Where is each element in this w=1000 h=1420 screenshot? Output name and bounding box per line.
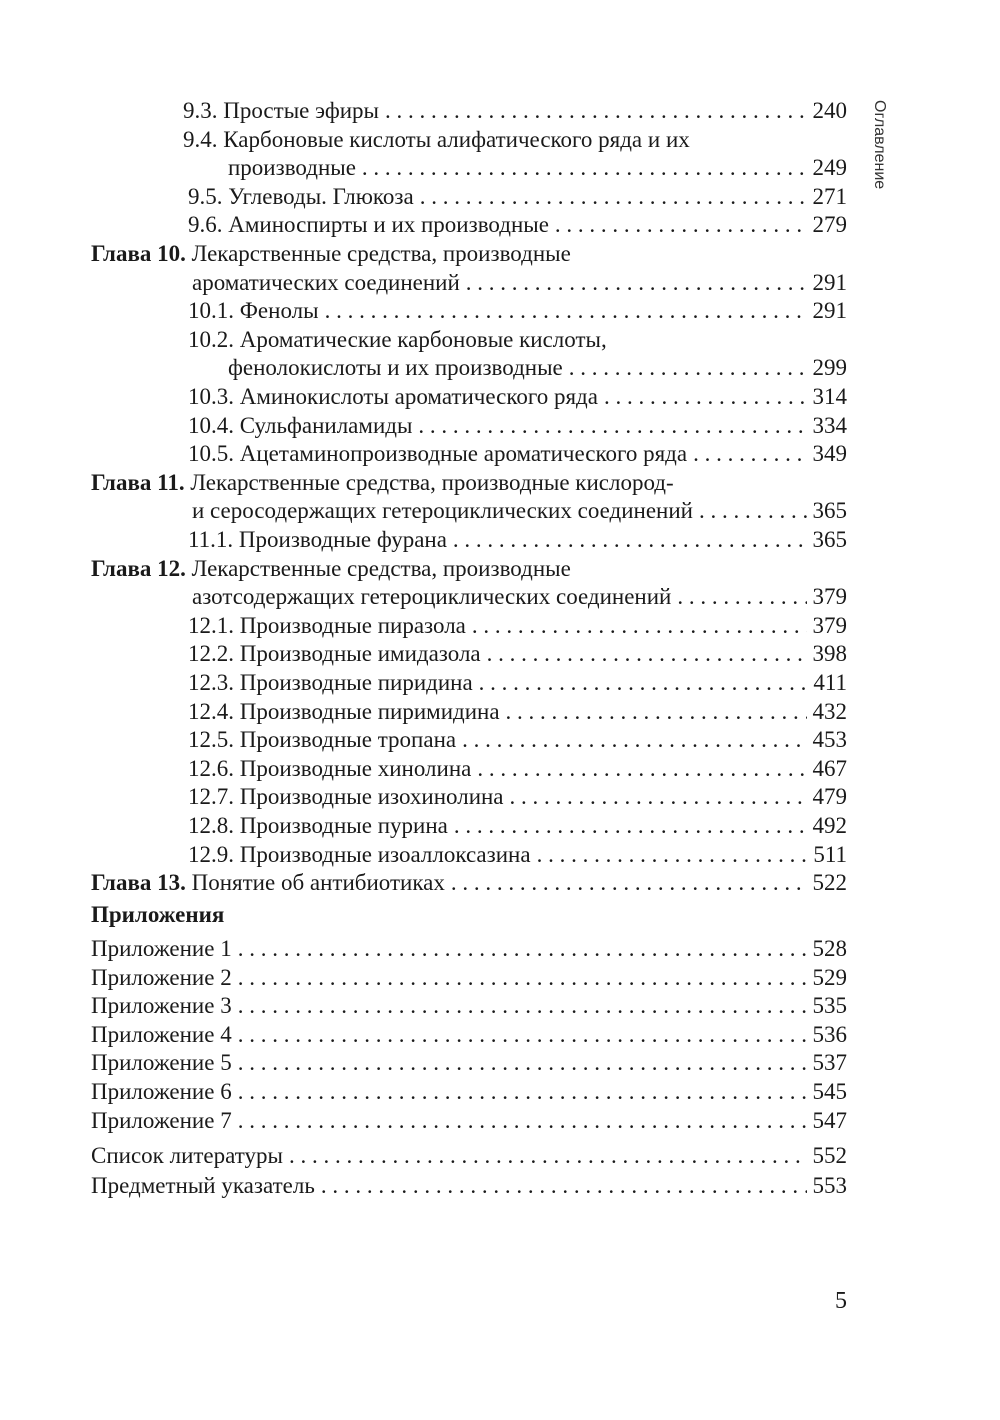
dot-leader (453, 527, 807, 553)
toc-entry[interactable] (91, 1108, 847, 1136)
entry-page: 334 (812, 412, 847, 438)
dot-leader (420, 184, 807, 210)
entry-page: 547 (812, 1107, 847, 1133)
entry-title (91, 993, 232, 1019)
entry-title (91, 965, 232, 991)
entry-text: 10.1. Фенолы (188, 298, 319, 324)
entry-text: Приложение 6 (91, 1079, 232, 1104)
entry-text: и серосодержащих гетероциклических соединений (192, 498, 693, 524)
entry-page: 479 (812, 784, 847, 810)
entry-text: Лекарственные средства, производные (191, 555, 571, 581)
toc-entry[interactable] (91, 936, 847, 964)
entry-title (192, 584, 671, 610)
entry-page: 545 (812, 1079, 847, 1104)
entry-page: 349 (812, 441, 847, 467)
entry-text: Предметный указатель (91, 1173, 315, 1198)
entry-title (188, 842, 531, 868)
toc-entry[interactable] (91, 1173, 847, 1201)
entry-title (188, 756, 471, 782)
entry-page: 522 (812, 870, 847, 896)
dot-leader (321, 1173, 807, 1199)
dot-leader (569, 355, 807, 381)
chapter-label: Глава 10. (91, 241, 186, 266)
dot-leader (462, 727, 806, 753)
toc-entry[interactable] (91, 1050, 847, 1078)
dot-leader (238, 1050, 807, 1076)
toc-entry[interactable] (188, 699, 847, 727)
entry-text: 12.5. Производные тропана (188, 727, 457, 753)
entry-title (188, 527, 447, 553)
entry-title (91, 470, 674, 496)
entry-text: 9.4. Карбоновые кислоты алифатического ряда и их (183, 126, 690, 152)
entry-title (91, 1108, 232, 1134)
entry-text: Приложение 7 (91, 1107, 232, 1133)
entry-page: 240 (812, 98, 847, 123)
dot-leader (238, 1079, 807, 1105)
entry-text: Лекарственные средства, производные (191, 241, 571, 266)
appendix-heading: Приложения (91, 902, 225, 927)
toc-entry[interactable] (91, 241, 847, 269)
entry-page: 553 (812, 1173, 847, 1198)
dot-leader (451, 870, 807, 896)
toc-entry[interactable] (91, 965, 847, 993)
entry-title (188, 212, 549, 238)
toc-entry[interactable] (91, 1079, 847, 1107)
entry-title (188, 670, 473, 696)
chapter-label: Глава 13. (91, 870, 186, 896)
entry-page: 379 (812, 584, 847, 610)
entry-text: 12.2. Производные имидазола (188, 641, 481, 667)
dot-leader (238, 1108, 807, 1134)
toc-entry[interactable] (91, 870, 847, 898)
dot-leader (466, 270, 807, 296)
toc-entry[interactable] (91, 470, 847, 498)
entry-title (91, 870, 445, 896)
entry-text: 9.3. Простые эфиры (183, 98, 380, 123)
entry-title (91, 1022, 232, 1048)
dot-leader (238, 965, 807, 991)
toc-entry[interactable] (91, 993, 847, 1021)
toc-entry[interactable] (228, 355, 847, 383)
chapter-label: Глава 12. (91, 555, 186, 581)
entry-page: 432 (812, 698, 847, 724)
entry-page: 411 (813, 670, 847, 695)
toc-entry[interactable] (183, 98, 847, 126)
entry-page: 299 (812, 355, 847, 381)
dot-leader (506, 699, 807, 725)
dot-leader (477, 756, 806, 782)
entry-title (228, 155, 356, 181)
entry-title (91, 556, 571, 582)
entry-page: 291 (812, 298, 847, 324)
entry-text: Понятие об антибиотиках (191, 870, 445, 896)
dot-leader (289, 1143, 807, 1169)
entry-title (188, 413, 412, 439)
entry-page: 467 (812, 755, 847, 781)
entry-page: 511 (813, 841, 847, 867)
entry-title (188, 441, 687, 467)
entry-title (188, 727, 456, 753)
entry-page: 552 (812, 1143, 847, 1168)
dot-leader (487, 641, 807, 667)
toc-entry[interactable] (91, 1143, 847, 1171)
entry-title (188, 813, 448, 839)
entry-text: Лекарственные средства, производные кислород- (190, 469, 674, 495)
page-number: 5 (835, 1288, 847, 1314)
entry-page: 453 (812, 727, 847, 753)
toc-entry[interactable] (192, 270, 847, 298)
entry-page: 492 (812, 813, 847, 838)
toc-entry[interactable] (188, 784, 847, 812)
toc-entry[interactable] (183, 127, 847, 155)
entry-text: 9.5. Углеводы. Глюкоза (188, 183, 414, 209)
entry-page: 398 (812, 641, 847, 667)
dot-leader (699, 498, 807, 524)
entry-text: 12.8. Производные пурина (188, 813, 448, 838)
entry-page: 536 (812, 1021, 847, 1047)
toc-entry[interactable] (188, 613, 847, 641)
entry-title (188, 184, 414, 210)
toc-entry[interactable] (188, 527, 847, 555)
entry-title (188, 298, 319, 324)
dot-leader (238, 1022, 807, 1048)
entry-text: Приложение 4 (91, 1021, 232, 1047)
entry-text: Приложение 3 (91, 993, 232, 1019)
entry-page: 379 (812, 612, 847, 638)
toc-entry[interactable] (192, 498, 847, 526)
entry-title (188, 699, 500, 725)
entry-text: фенолокислоты и их производные (228, 355, 563, 381)
chapter-label: Глава 11. (91, 469, 185, 495)
toc-entry[interactable] (188, 184, 847, 212)
entry-title (188, 613, 466, 639)
entry-title (188, 784, 504, 810)
entry-title (91, 1173, 315, 1199)
entry-title (91, 241, 571, 267)
toc-entry[interactable] (188, 212, 847, 240)
toc-entry[interactable] (91, 1022, 847, 1050)
toc-entry[interactable] (188, 842, 847, 870)
entry-text: 12.1. Производные пиразола (188, 612, 466, 638)
dot-leader (325, 298, 807, 324)
toc-entry[interactable] (188, 298, 847, 326)
entry-page: 291 (812, 269, 847, 295)
toc-entry[interactable] (188, 670, 847, 698)
entry-title (91, 1143, 283, 1169)
entry-page: 529 (812, 964, 847, 990)
entry-title (91, 1050, 232, 1076)
entry-text: 12.4. Производные пиримидина (188, 698, 500, 724)
entry-text: 10.5. Ацетаминопроизводные ароматического ряда (188, 441, 688, 467)
dot-leader (454, 813, 807, 839)
entry-text: ароматических соединений (192, 269, 460, 295)
entry-title (228, 355, 563, 381)
dot-leader (537, 842, 808, 868)
entry-page: 271 (812, 183, 847, 209)
entry-text: Приложение 2 (91, 964, 232, 990)
entry-text: Приложение 1 (91, 936, 232, 961)
entry-text: азотсодержащих гетероциклических соединений (192, 584, 672, 610)
entry-title (188, 327, 607, 353)
entry-text: 12.6. Производные хинолина (188, 755, 472, 781)
entry-page: 249 (812, 155, 847, 181)
dot-leader (362, 155, 807, 181)
toc-entry[interactable] (188, 727, 847, 755)
entry-page: 537 (812, 1050, 847, 1076)
dot-leader (479, 670, 808, 696)
entry-text: 12.3. Производные пиридина (188, 670, 473, 695)
dot-leader (693, 441, 806, 467)
entry-text: 10.2. Ароматические карбоновые кислоты, (188, 326, 607, 352)
running-header-section-label: Оглавление (871, 100, 888, 190)
toc-entry[interactable] (188, 441, 847, 469)
entry-page: 314 (812, 384, 847, 409)
entry-title (192, 498, 693, 524)
toc-entry[interactable] (188, 641, 847, 669)
toc-entry[interactable] (188, 384, 847, 412)
dot-leader (418, 413, 806, 439)
entry-text: 11.1. Производные фурана (188, 527, 447, 552)
entry-title (91, 936, 232, 962)
dot-leader (385, 98, 806, 124)
entry-title (188, 384, 598, 410)
dot-leader (510, 784, 807, 810)
toc-entry[interactable] (188, 813, 847, 841)
entry-page: 365 (812, 527, 847, 552)
entry-text: 10.3. Аминокислоты ароматического ряда (188, 384, 598, 409)
toc-entry[interactable] (192, 584, 847, 612)
toc-entry[interactable] (91, 556, 847, 584)
entry-text: 10.4. Сульфаниламиды (188, 412, 413, 438)
entry-title (183, 98, 379, 124)
dot-leader (238, 936, 807, 962)
entry-title (91, 1079, 232, 1105)
toc-entry[interactable] (188, 413, 847, 441)
entry-text: 12.7. Производные изохинолина (188, 784, 504, 810)
dot-leader (677, 584, 806, 610)
entry-page: 535 (812, 993, 847, 1019)
toc-entry[interactable] (188, 327, 847, 355)
entry-page: 365 (812, 498, 847, 524)
dot-leader (604, 384, 807, 410)
entry-title (183, 127, 690, 153)
toc-entry[interactable] (188, 756, 847, 784)
entry-title (188, 641, 481, 667)
entry-text: Приложение 5 (91, 1050, 232, 1076)
entry-text: производные (228, 155, 356, 181)
dot-leader (238, 993, 807, 1019)
dot-leader (555, 212, 807, 238)
entry-page: 279 (812, 212, 847, 238)
entry-text: 12.9. Производные изоаллоксазина (188, 841, 531, 867)
entry-page: 528 (812, 936, 847, 961)
entry-text: Список литературы (91, 1143, 283, 1168)
dot-leader (472, 613, 807, 639)
toc-entry[interactable] (228, 155, 847, 183)
entry-title (192, 270, 460, 296)
entry-text: 9.6. Аминоспирты и их производные (188, 212, 549, 238)
